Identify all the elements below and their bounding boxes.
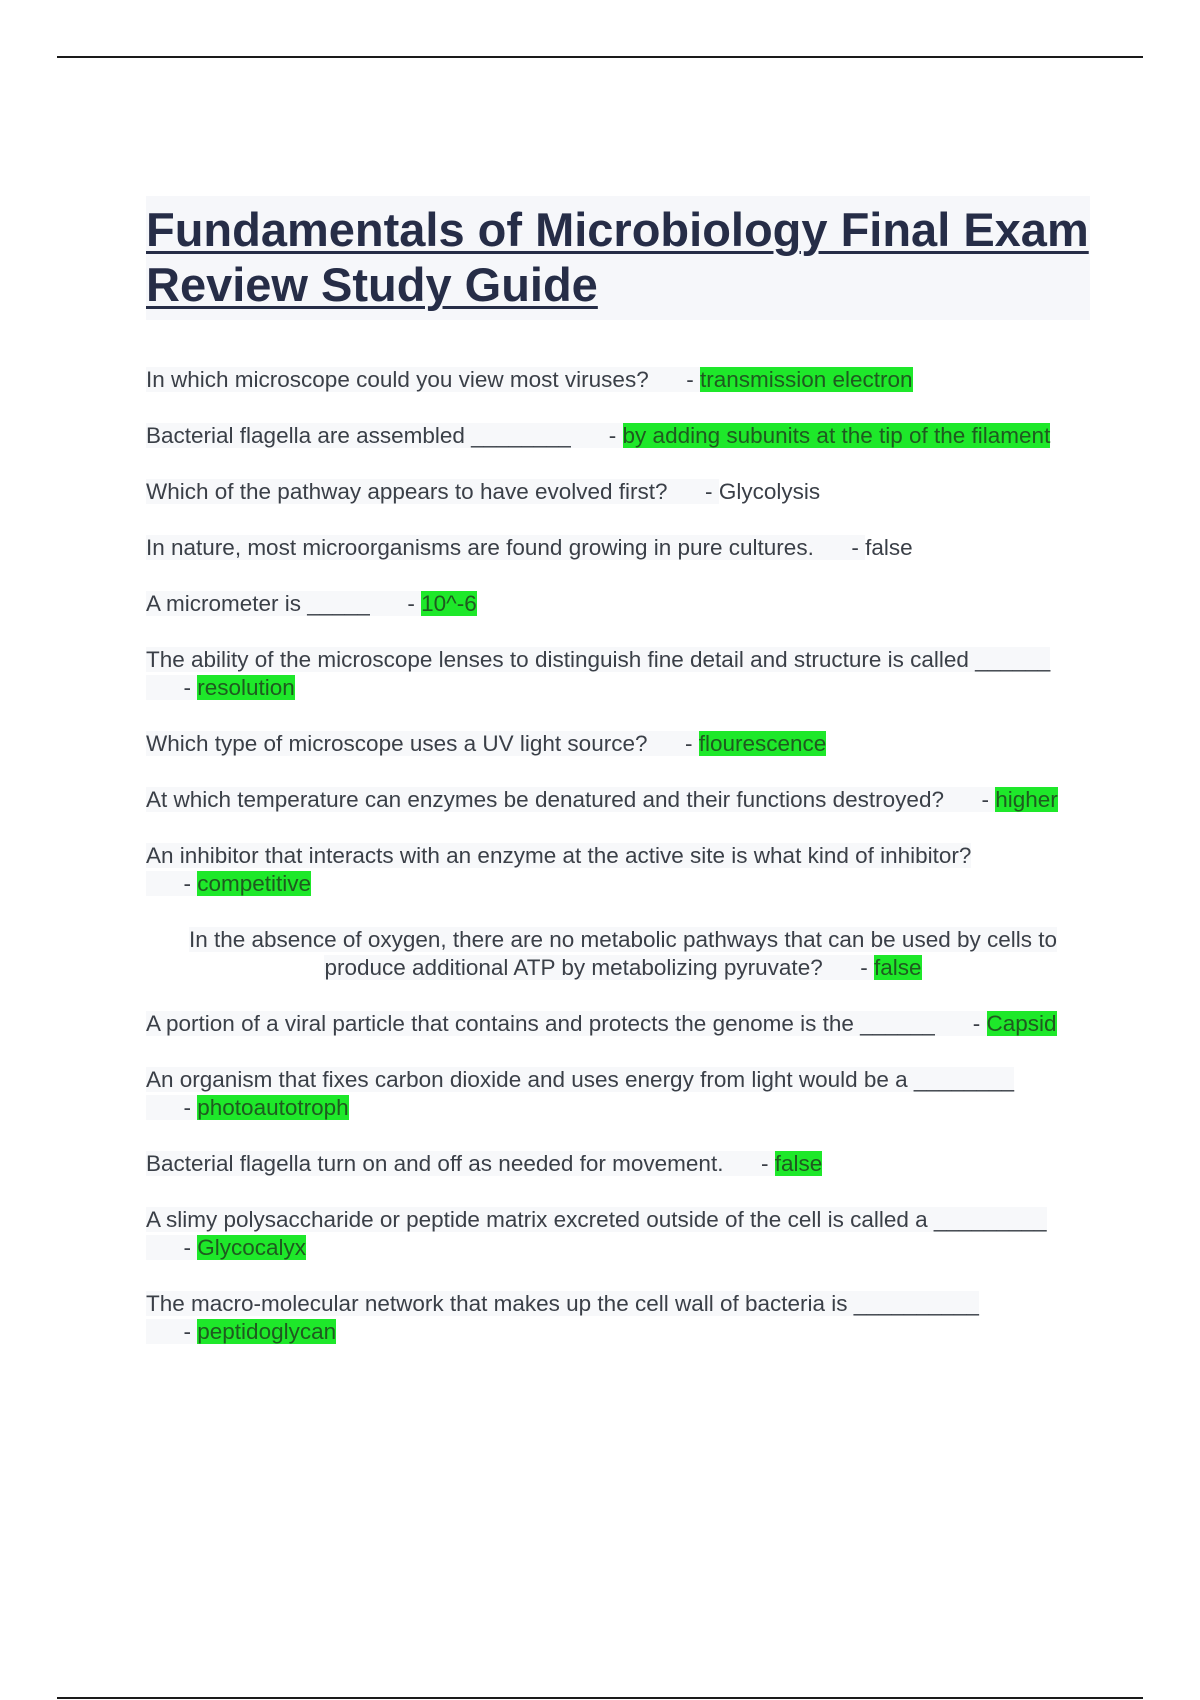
qa-item bbox=[146, 1010, 1090, 1038]
highlighted-answer: transmission electron bbox=[699, 367, 913, 392]
answer-separator: - bbox=[647, 731, 699, 756]
document-title: Fundamentals of Microbiology Final Exam Review Study Guide bbox=[146, 203, 1089, 311]
qa-list bbox=[146, 366, 1090, 1346]
highlighted-answer: 10^-6 bbox=[421, 591, 477, 616]
answer-separator: - bbox=[723, 1151, 775, 1176]
highlighted-answer: photoautotroph bbox=[197, 1095, 349, 1120]
question-text: Which of the pathway appears to have evolved first? bbox=[146, 479, 668, 504]
question-text: Bacterial flagella turn on and off as needed for movement. bbox=[146, 1151, 724, 1176]
highlighted-answer: competitive bbox=[197, 871, 312, 896]
highlighted-answer: false bbox=[774, 1151, 823, 1176]
qa-item bbox=[146, 786, 1090, 814]
answer-separator: - bbox=[648, 367, 700, 392]
highlighted-answer: resolution bbox=[197, 675, 295, 700]
question-text: An organism that fixes carbon dioxide and uses energy from light would be a ________ bbox=[146, 1067, 1015, 1092]
qa-item bbox=[146, 534, 1090, 562]
question-text: A portion of a viral particle that contains and protects the genome is the ______ bbox=[146, 1011, 936, 1036]
answer-separator: - bbox=[146, 1095, 198, 1120]
highlighted-answer: Glycocalyx bbox=[197, 1235, 307, 1260]
answer-separator: - bbox=[146, 1319, 198, 1344]
question-text: In the absence of oxygen, there are no metabolic pathways that can be used by cells to produce additional ATP by metabolizing pyruvate? bbox=[188, 927, 1058, 980]
qa-item bbox=[146, 842, 1090, 898]
answer-separator: - bbox=[667, 479, 719, 504]
question-text: A micrometer is _____ bbox=[146, 591, 370, 616]
highlighted-answer: false bbox=[873, 955, 922, 980]
top-rule bbox=[57, 56, 1143, 58]
qa-item bbox=[146, 1150, 1090, 1178]
answer-separator: - bbox=[822, 955, 874, 980]
answer-separator: - bbox=[813, 535, 866, 560]
answer-separator: - bbox=[146, 675, 198, 700]
qa-item bbox=[146, 730, 1090, 758]
answer-separator: - bbox=[146, 871, 198, 896]
answer-separator: - bbox=[935, 1011, 987, 1036]
document-body bbox=[146, 196, 1090, 1374]
qa-item bbox=[146, 422, 1090, 450]
bottom-rule bbox=[57, 1697, 1143, 1699]
answer-text: Glycolysis bbox=[718, 479, 821, 504]
highlighted-answer: flourescence bbox=[698, 731, 827, 756]
question-text: At which temperature can enzymes be denatured and their functions destroyed? bbox=[146, 787, 944, 812]
question-text: Which type of microscope uses a UV light source? bbox=[146, 731, 648, 756]
qa-item bbox=[146, 366, 1090, 394]
qa-item bbox=[146, 926, 1090, 982]
answer-text: false bbox=[865, 535, 913, 560]
question-text: In nature, most microorganisms are found growing in pure cultures. bbox=[146, 535, 814, 560]
answer-separator: - bbox=[943, 787, 996, 812]
highlighted-answer: by adding subunits at the tip of the filament bbox=[622, 423, 1051, 448]
qa-item bbox=[146, 590, 1090, 618]
qa-item bbox=[146, 1206, 1090, 1262]
question-text: The macro-molecular network that makes up the cell wall of bacteria is __________ bbox=[146, 1291, 979, 1316]
question-text: The ability of the microscope lenses to distinguish fine detail and structure is called ______ bbox=[146, 647, 1051, 672]
qa-item bbox=[146, 1066, 1090, 1122]
title-block bbox=[146, 196, 1090, 320]
qa-item bbox=[146, 478, 1090, 506]
answer-separator: - bbox=[571, 423, 623, 448]
highlighted-answer: Capsid bbox=[986, 1011, 1057, 1036]
highlighted-answer: peptidoglycan bbox=[197, 1319, 337, 1344]
question-text: An inhibitor that interacts with an enzyme at the active site is what kind of inhibitor? bbox=[146, 843, 972, 868]
question-text: Bacterial flagella are assembled ________ bbox=[146, 423, 572, 448]
question-text: In which microscope could you view most viruses? bbox=[146, 367, 649, 392]
answer-separator: - bbox=[369, 591, 422, 616]
answer-separator: - bbox=[146, 1235, 198, 1260]
question-text: A slimy polysaccharide or peptide matrix excreted outside of the cell is called a _________ bbox=[146, 1207, 1047, 1232]
highlighted-answer: higher bbox=[995, 787, 1058, 812]
qa-item bbox=[146, 646, 1090, 702]
qa-item bbox=[146, 1290, 1090, 1346]
